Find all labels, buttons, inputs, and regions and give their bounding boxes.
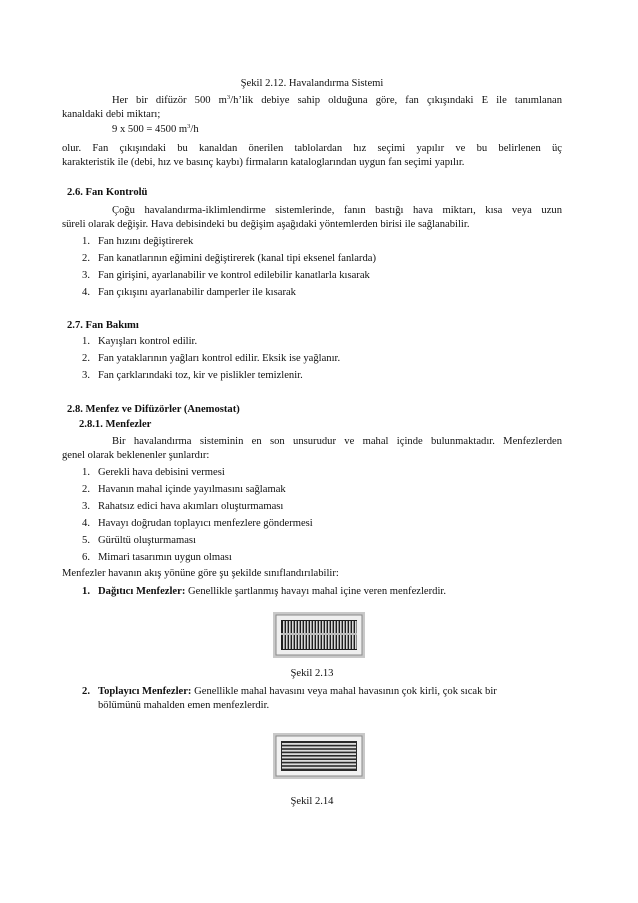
list-item: 3. Fan girişini, ayarlanabilir ve kontrol edilebilir kanatlarla kısarak <box>82 270 370 281</box>
grille-type-2-line2: bölümünü mahalden emen menfezlerdir. <box>98 700 270 711</box>
grille-type-2-line1: 2. Toplayıcı Menfezler: Genellikle mahal havasını veya mahal havasının çok kirli, çok sıcak bir <box>82 686 497 697</box>
section-heading-2-8: 2.8. Menfez ve Difüzörler (Anemostat) <box>67 404 240 415</box>
list-item: 5. Gürültü oluşturmaması <box>82 535 196 546</box>
list-item: 3. Rahatsız edici hava akımları oluşturmaması <box>82 501 284 512</box>
return-grille-image <box>273 733 365 779</box>
list-item: 6. Mimari tasarımın uygun olması <box>82 552 232 563</box>
figure-caption-2-14: Şekil 2.14 <box>290 796 334 807</box>
classification-sentence: Menfezler havanın akış yönüne göre şu şekilde sınıflandırılabilir: <box>62 568 339 579</box>
paragraph-debit-line1: Her bir difüzör 500 $m^3/h’lik$ debiye sahip olduğuna göre, fan çıkışındaki E ile tanımlanan <box>112 94 562 106</box>
figure-caption-2-12: Şekil 2.12. Havalandırma Sistemi <box>240 78 384 89</box>
section-heading-2-7: 2.7. Fan Bakımı <box>67 320 139 331</box>
list-item: 1. Gerekli hava debisini vermesi <box>82 467 225 478</box>
list-item: 4. Havayı doğrudan toplayıcı menfezlere göndermesi <box>82 518 313 529</box>
list-item: 4. Fan çıkışını ayarlanabilir damperler ile kısarak <box>82 287 296 298</box>
supply-grille-image <box>273 612 365 658</box>
list-item: 2. Fan kanatlarının eğimini değiştirerek (kanal tipi eksenel fanlarda) <box>82 253 376 264</box>
section-2-8-paragraph-line1: Bir havalandırma sisteminin en son unsurudur ve mahal içinde bulunmaktadır. Menfezlerden <box>112 436 562 447</box>
section-heading-2-6: 2.6. Fan Kontrolü <box>67 187 148 198</box>
list-item: 3. Fan çarklarındaki toz, kir ve pislikler temizlenir. <box>82 370 303 381</box>
list-item: 1. Kayışları kontrol edilir. <box>82 336 198 347</box>
list-item: 2. Havanın mahal içinde yayılmasını sağlamak <box>82 484 286 495</box>
paragraph-fan-selection-line1: olur. Fan çıkışındaki bu kanaldan önerilen tablolardan hız seçimi yapılır ve bu belirlenen üç <box>62 143 562 154</box>
section-2-6-paragraph-line1: Çoğu havalandırma-iklimlendirme sistemlerinde, fanın bastığı hava miktarı, kısa veya uzun <box>112 205 562 216</box>
grille-type-1: 1. Dağıtıcı Menfezler: Genellikle şartlanmış havayı mahal içine veren menfezlerdir. <box>82 586 446 597</box>
subsection-heading-2-8-1: 2.8.1. Menfezler <box>79 419 152 430</box>
list-item: 1. Fan hızını değiştirerek <box>82 236 194 247</box>
paragraph-debit-line2: kanaldaki debi miktarı; <box>62 109 161 120</box>
figure-caption-2-13: Şekil 2.13 <box>290 668 334 679</box>
list-item: 2. Fan yataklarının yağları kontrol edilir. Eksik ise yağlanır. <box>82 353 341 364</box>
paragraph-fan-selection-line2: karakteristik ile (debi, hız ve basınç kaybı) firmaların kataloglarından uygun fan seçimi yapılır. <box>62 157 465 168</box>
section-2-6-paragraph-line2: süreli olarak değişir. Hava debisindeki bu değişim aşağıdaki yöntemlerden birisi ile sağlanabilir. <box>62 219 470 230</box>
section-2-8-paragraph-line2: genel olarak beklenenler şunlardır: <box>62 450 210 461</box>
formula: 9 x 500 = 4500 $m^3/h$ <box>112 123 199 135</box>
